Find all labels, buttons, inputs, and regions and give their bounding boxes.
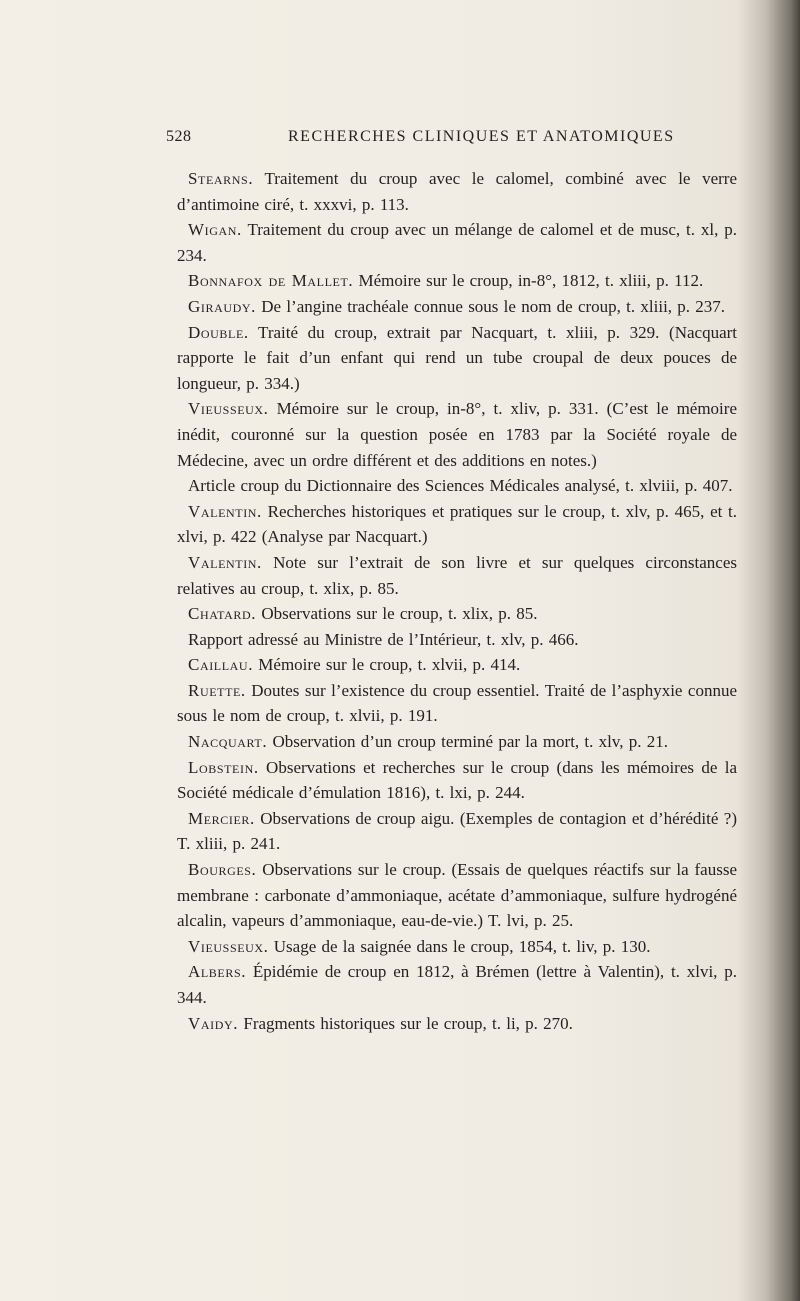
- entry-author: Lobstein.: [188, 757, 259, 777]
- entry-text: Observations et recherches sur le croup (dans les mémoires de la Société médicale d’émulation 1816), t. lxi, p. 244.: [177, 757, 737, 803]
- entry-author: Caillau.: [188, 655, 254, 675]
- bibliography-entry: [177, 294, 737, 320]
- entry-text: Fragments historiques sur le croup, t. li, p. 270.: [238, 1013, 573, 1033]
- entry-text: Observations de croup aigu. (Exemples de contagion et d’hérédité ?) T. xliii, p. 241.: [177, 808, 737, 854]
- entry-author: Vieusseux.: [188, 936, 269, 956]
- entry-author: Stearns.: [188, 169, 254, 188]
- bibliography-entry: [177, 217, 737, 268]
- entry-author: Vaidy.: [188, 1013, 239, 1033]
- entry-author: Bourges.: [188, 860, 257, 880]
- page-number: 528: [166, 128, 192, 145]
- entry-text: Mémoire sur le croup, in-8°, 1812, t. xliii, p. 112.: [353, 271, 704, 291]
- entry-author: Albers.: [188, 962, 247, 982]
- entry-author: Nacquart.: [188, 732, 268, 752]
- entry-text: Observations sur le croup, t. xlix, p. 85.: [256, 604, 538, 624]
- bibliography-entry: [177, 652, 737, 678]
- entry-author: Double.: [188, 322, 249, 342]
- bibliography-entry: [177, 499, 737, 550]
- bibliography-entry: [177, 959, 737, 1010]
- bibliography-entry: [177, 729, 737, 755]
- bibliography-list: [177, 166, 737, 1036]
- entry-author: Giraudy.: [188, 296, 256, 316]
- entry-text: Note sur l’extrait de son livre et sur quelques circonstances relatives au croup, t. xlix, p. 85.: [177, 552, 737, 598]
- entry-text: De l’angine trachéale connue sous le nom de croup, t. xliii, p. 237.: [256, 296, 726, 316]
- entry-text: Doutes sur l’existence du croup essentiel. Traité de l’asphyxie connue sous le nom de croup, t. xlvii, p. 191.: [177, 680, 737, 726]
- entry-author: Valentin.: [188, 501, 262, 521]
- bibliography-entry: [177, 166, 737, 217]
- entry-text: Traitement du croup avec un mélange de calomel et de musc, t. xl, p. 234.: [177, 220, 737, 265]
- entry-text: Traitement du croup avec le calomel, combiné avec le verre d’antimoine ciré, t. xxxvi, p. 113.: [177, 169, 737, 214]
- running-header: [166, 128, 686, 152]
- entry-text: Mémoire sur le croup, in-8°, t. xliv, p. 331. (C’est le mémoire inédit, couronné sur la question posée en 1783 par la Société royale de Médecine, avec un ordre différent et des additions en notes.): [177, 399, 737, 470]
- entry-author: Wigan.: [188, 220, 242, 240]
- bibliography-entry: [177, 806, 737, 857]
- entry-text: Traité du croup, extrait par Nacquart, t. xliii, p. 329. (Nacquart rapporte le fait d’un enfant qui rend un tube croupal de deux pouces de longueur, p. 334.): [177, 322, 737, 393]
- bibliography-entry: [177, 934, 737, 960]
- bibliography-entry: [177, 1011, 737, 1037]
- bibliography-entry: [177, 755, 737, 806]
- entry-author: Ruette.: [188, 680, 246, 700]
- entry-author: Chatard.: [188, 604, 257, 624]
- bibliography-entry: [177, 678, 737, 729]
- entry-text: Rapport adressé au Ministre de l’Intérieur, t. xlv, p. 466.: [188, 629, 579, 649]
- entry-author: Mercier.: [188, 808, 255, 828]
- entry-text: Usage de la saignée dans le croup, 1854, t. liv, p. 130.: [268, 936, 651, 956]
- entry-text: Recherches historiques et pratiques sur le croup, t. xlv, p. 465, et t. xlvi, p. 422 (Analyse par Nacquart.): [177, 501, 737, 547]
- entry-author: Vieusseux.: [188, 399, 269, 419]
- bibliography-entry: [177, 473, 737, 499]
- entry-text: Observation d’un croup terminé par la mort, t. xlv, p. 21.: [267, 732, 669, 752]
- bibliography-entry: [177, 627, 737, 653]
- running-title: RECHERCHES CLINIQUES ET ANATOMIQUES: [288, 128, 675, 145]
- bibliography-entry: [177, 857, 737, 934]
- entry-author: Valentin.: [188, 552, 262, 572]
- entry-author: Bonnafox de Mallet.: [188, 271, 354, 291]
- entry-text: Observations sur le croup. (Essais de quelques réactifs sur la fausse membrane : carbonate d’ammoniaque, acétate d’ammoniaque, sulfure hydrogéné alcalin, vapeurs d’ammoniaque, eau-de-vie.) T. lvi, p. 25.: [177, 860, 737, 931]
- entry-text: Épidémie de croup en 1812, à Brémen (lettre à Valentin), t. xlvi, p. 344.: [177, 962, 737, 1007]
- page-edge-shadow: [738, 0, 800, 1301]
- entry-text: Mémoire sur le croup, t. xlvii, p. 414.: [253, 655, 521, 675]
- bibliography-entry: [177, 601, 737, 627]
- entry-text: Article croup du Dictionnaire des Sciences Médicales analysé, t. xlviii, p. 407.: [188, 476, 733, 496]
- bibliography-entry: [177, 268, 737, 294]
- bibliography-entry: [177, 550, 737, 601]
- bibliography-entry: [177, 396, 737, 473]
- bibliography-entry: [177, 320, 737, 397]
